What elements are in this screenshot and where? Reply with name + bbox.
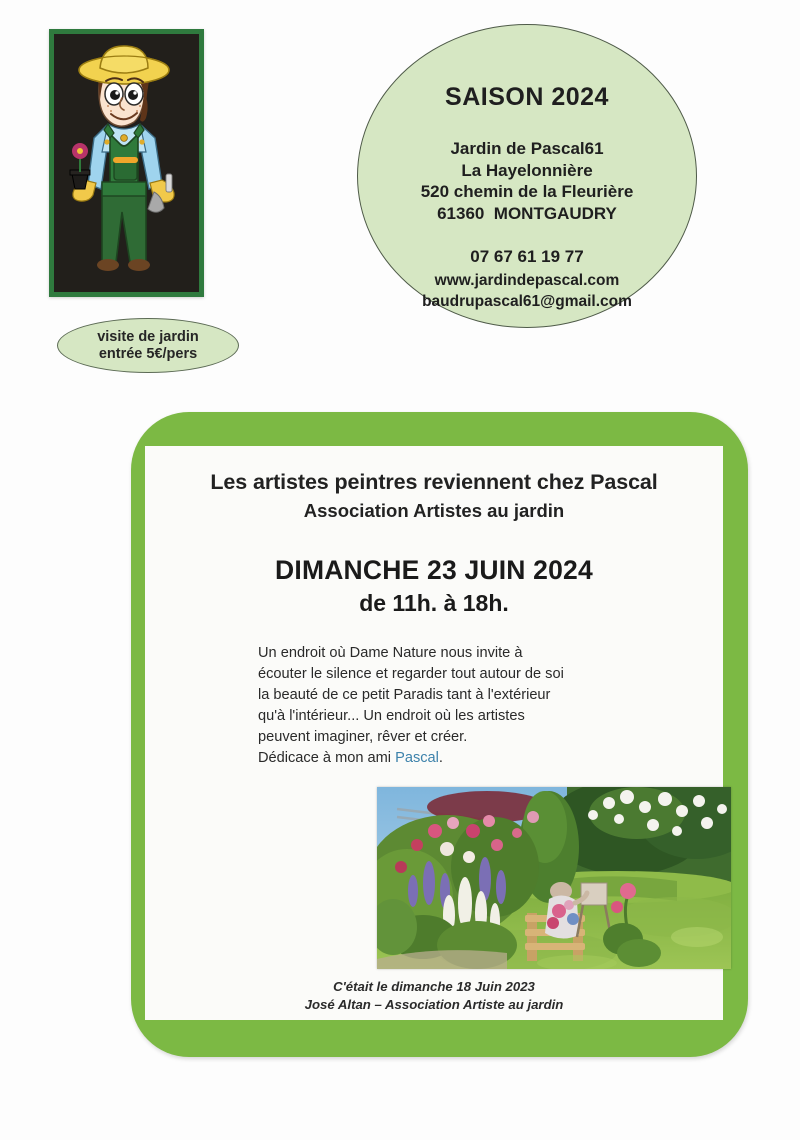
event-poster: [131, 412, 748, 1057]
dedication-suffix: .: [438, 750, 443, 766]
gardener-illustration-card: [49, 29, 204, 297]
dedication-prefix: Dédicace à mon ami: [258, 750, 396, 766]
gardener-icon: [54, 34, 199, 292]
description-line-4: qu'à l'intérieur... Un endroit où les artistes: [258, 708, 525, 724]
event-hours: de 11h. à 18h.: [359, 590, 509, 616]
address-block: [421, 138, 634, 224]
address-line-3: 520 chemin de la Fleurière: [420, 182, 634, 202]
description-line-2: écouter le silence et regarder tout autour de soi: [258, 666, 564, 682]
description-line-3: la beauté de ce petit Paradis tant à l'extérieur: [258, 687, 551, 703]
gardener-illustration-background: [54, 34, 199, 292]
poster-heading-block: [145, 446, 723, 617]
poster-inner-panel: [145, 446, 723, 1020]
contact-details-block: [422, 246, 632, 311]
description-line-1: Un endroit où Dame Nature nous invite à: [258, 645, 523, 661]
photo-caption: [145, 978, 723, 1013]
caption-line-2: José Altan – Association Artiste au jardin: [304, 996, 564, 1012]
dedication-line: [258, 748, 610, 769]
garden-photo: [377, 787, 731, 969]
poster-headline-secondary: Association Artistes au jardin: [303, 500, 565, 521]
contact-info-oval: [357, 24, 697, 328]
poster-description: [258, 643, 610, 769]
garden-photo-image: [377, 787, 731, 969]
website-url[interactable]: www.jardindepascal.com: [434, 272, 620, 290]
caption-line-1: C'était le dimanche 18 Juin 2023: [333, 979, 535, 994]
season-title: SAISON 2024: [445, 83, 609, 111]
address-line-1: Jardin de Pascal61: [450, 139, 604, 158]
address-line-2: La Hayelonnière: [461, 160, 593, 180]
event-date: DIMANCHE 23 JUIN 2024: [275, 555, 593, 585]
description-line-5: peuvent imaginer, rêver et créer.: [258, 729, 468, 745]
visit-price-badge: [57, 318, 239, 373]
dedication-name: Pascal: [395, 750, 439, 766]
visit-badge-line-1: visite de jardin: [97, 328, 199, 345]
phone-number: 07 67 61 19 77: [470, 247, 584, 267]
address-line-4: 61360 MONTGAUDRY: [437, 203, 617, 223]
visit-badge-line-2: entrée 5€/pers: [98, 345, 198, 362]
poster-headline-primary: Les artistes peintres reviennent chez Pascal: [210, 470, 658, 494]
email-address[interactable]: baudrupascal61@gmail.com: [422, 292, 632, 310]
